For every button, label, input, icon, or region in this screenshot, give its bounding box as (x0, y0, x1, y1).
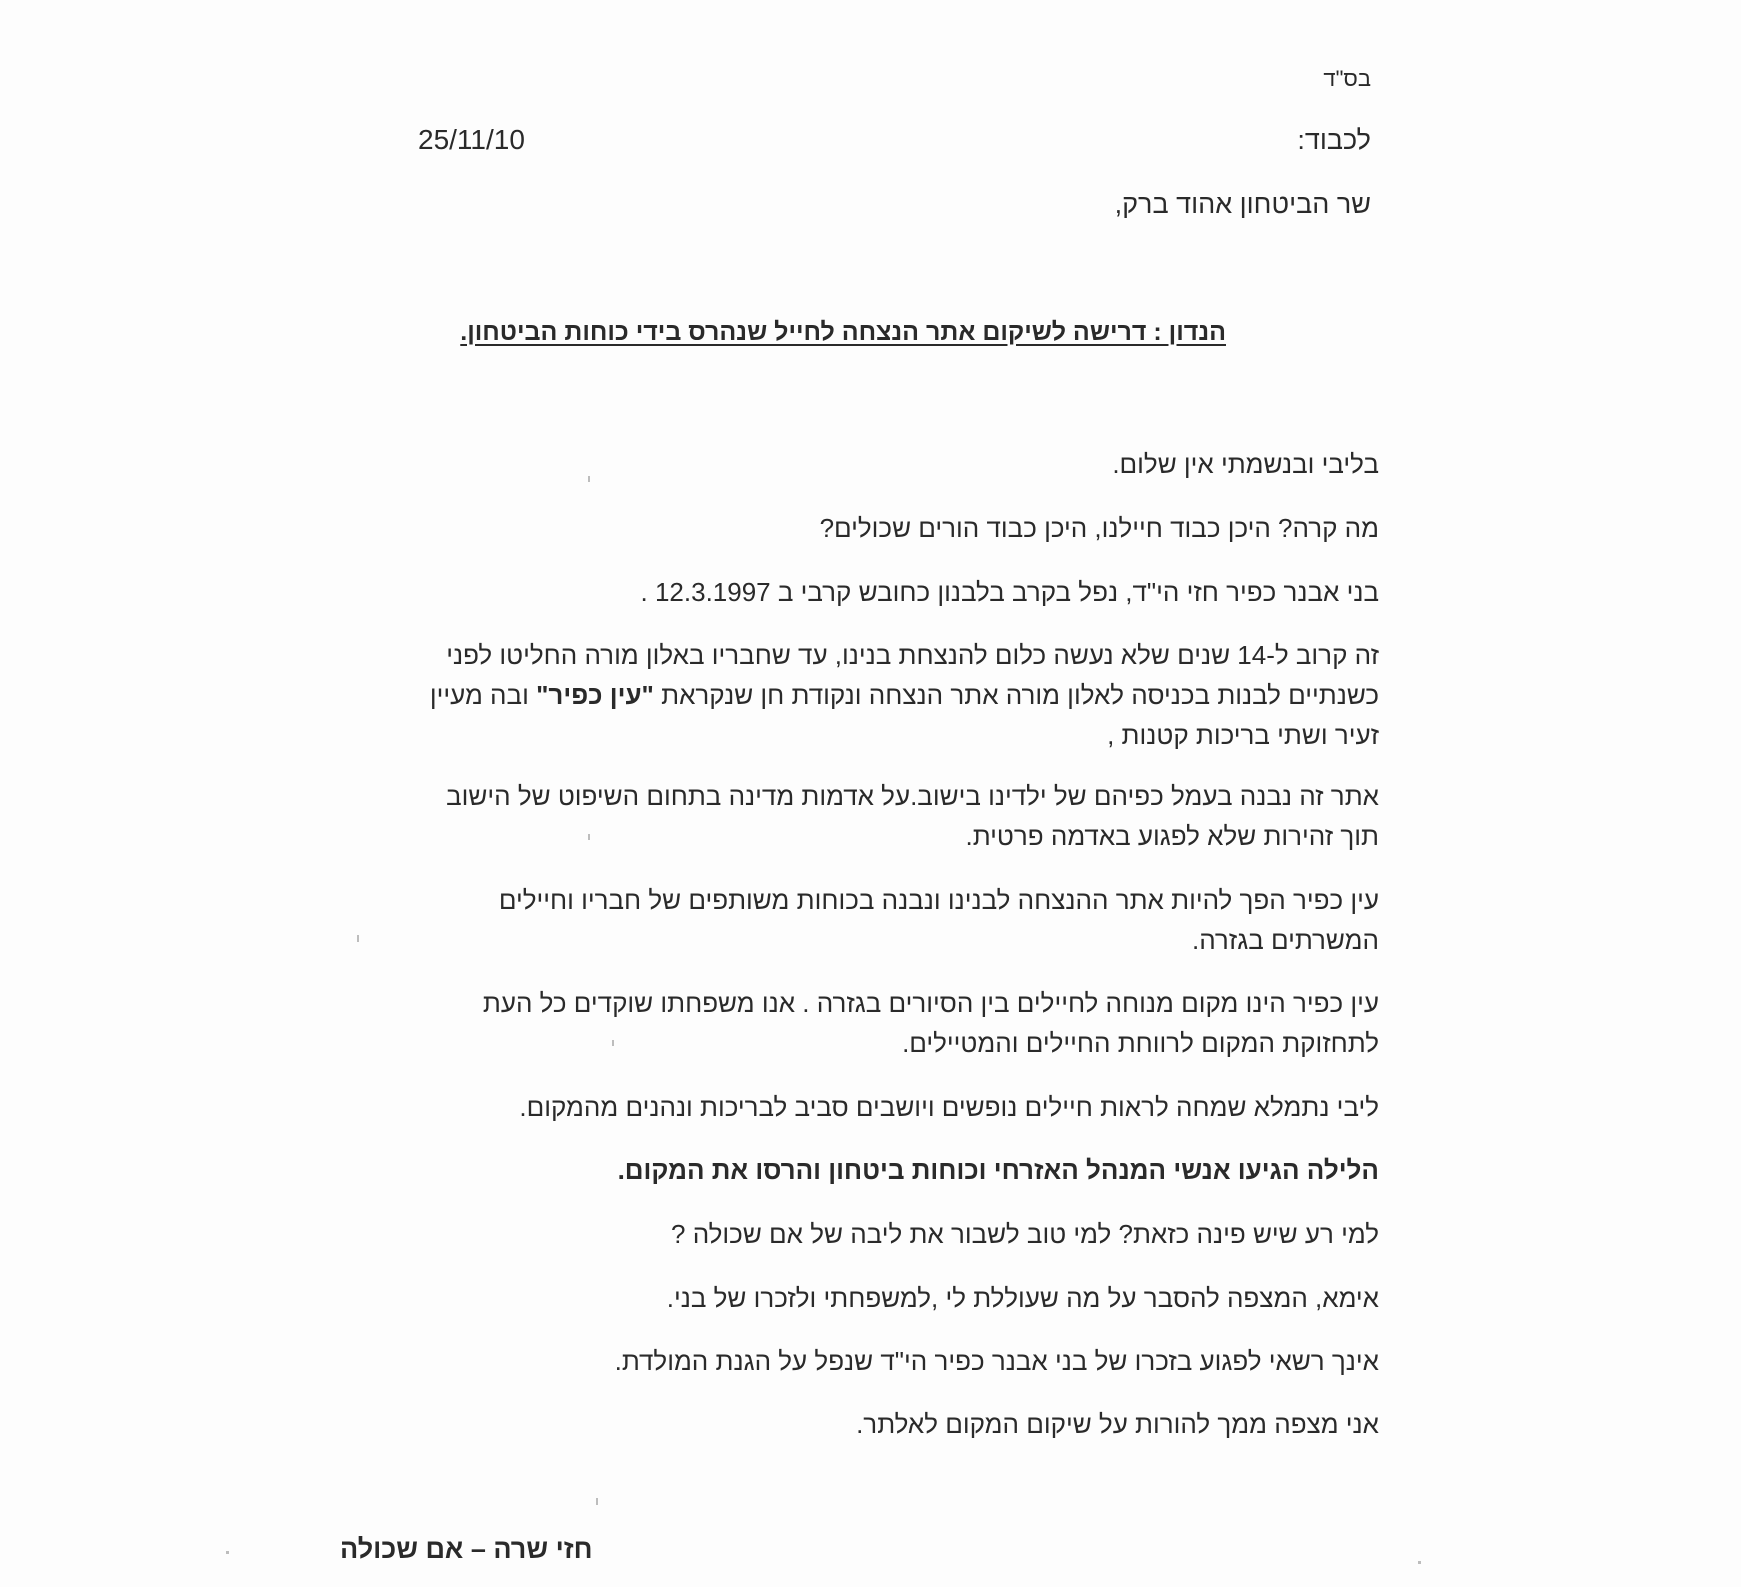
paragraph-13 (319, 1404, 1379, 1444)
paragraph-2-text: מה קרה? היכן כבוד חיילנו, היכן כבוד הורים שכולים? (819, 513, 1379, 543)
paragraph-9 (319, 1150, 1379, 1190)
signature-line: חזי שרה – אם שכולה (340, 1534, 593, 1564)
subject-line: הנדון : דרישה לשיקום אתר הנצחה לחייל שנהרס בידי כוחות הביטחון. (460, 318, 1226, 346)
paragraph-6 (319, 880, 1379, 960)
paragraph-12-text: אינך רשאי לפגוע בזכרו של בני אבנר כפיר הי"ד שנפל על הגנת המולדת. (614, 1346, 1379, 1376)
paragraph-5 (319, 776, 1379, 856)
header-mark: בס"ד (1323, 66, 1371, 91)
paragraph-4-line-2-end: ובה מעיין (429, 680, 537, 710)
paragraph-6-line-2: המשרתים בגזרה. (1191, 925, 1379, 955)
scan-speck (588, 834, 590, 840)
paragraph-10 (319, 1214, 1379, 1254)
paragraph-3 (319, 572, 1379, 612)
paragraph-7 (319, 983, 1379, 1063)
scan-speck (357, 935, 359, 942)
scan-speck (596, 1498, 598, 1505)
scan-speck (1418, 1561, 1421, 1564)
paragraph-1-text: בליבי ובנשמתי אין שלום. (1112, 449, 1379, 479)
paragraph-9-text: הלילה הגיעו אנשי המנהל האזרחי וכוחות ביטחון והרסו את המקום. (617, 1155, 1379, 1185)
letter-date: 25/11/10 (418, 124, 525, 155)
paragraph-11-text: אימא, המצפה להסבר על מה שעוללת לי ,למשפחתי ולזכרו של בני. (666, 1283, 1379, 1313)
paragraph-6-line-1: עין כפיר הפך להיות אתר ההנצחה לבנינו ונבנה בכוחות משותפים של חבריו וחיילים (498, 885, 1379, 915)
paragraph-4-line-3: זעיר ושתי בריכות קטנות , (1107, 720, 1379, 750)
recipient-line: שר הביטחון אהוד ברק, (1114, 189, 1371, 219)
paragraph-5-line-1: אתר זה נבנה בעמל כפיהם של ילדינו בישוב.על אדמות מדינה בתחום השיפוט של הישוב (446, 781, 1379, 811)
paragraph-3-text: בני אבנר כפיר חזי הי"ד, נפל בקרב בלבנון כחובש קרבי ב 12.3.1997 . (640, 577, 1379, 607)
paragraph-4-line-2-start: כשנתיים לבנות בכניסה לאלון מורה אתר הנצחה ונקודת חן שנקראת (653, 680, 1379, 710)
paragraph-4-line-1: זה קרוב ל-14 שנים שלא נעשה כלום להנצחת בנינו, עד שחבריו באלון מורה החליטו לפני (446, 640, 1379, 670)
paragraph-7-line-2: לתחזוקת המקום לרווחת החיילים והמטיילים. (902, 1028, 1379, 1058)
scan-speck (588, 476, 590, 482)
paragraph-13-text: אני מצפה ממך להורות על שיקום המקום לאלתר. (856, 1409, 1379, 1439)
paragraph-11 (319, 1278, 1379, 1318)
paragraph-12 (319, 1341, 1379, 1381)
paragraph-8 (319, 1087, 1379, 1127)
paragraph-2 (319, 508, 1379, 548)
paragraph-7-line-1: עין כפיר הינו מקום מנוחה לחיילים בין הסיורים בגזרה . אנו משפחתו שוקדים כל העת (482, 988, 1379, 1018)
paragraph-5-line-2: תוך זהירות שלא לפגוע באדמה פרטית. (965, 821, 1379, 851)
paragraph-1 (319, 444, 1379, 484)
scan-speck (612, 1040, 614, 1046)
paragraph-10-text: למי רע שיש פינה כזאת? למי טוב לשבור את ליבה של אם שכולה ? (671, 1219, 1379, 1249)
site-name-highlight: "עין כפיר" (536, 680, 654, 710)
to-label: לכבוד: (1297, 125, 1371, 155)
scan-speck (226, 1551, 229, 1554)
paragraph-8-text: ליבי נתמלא שמחה לראות חיילים נופשים ויושבים סביב לבריכות ונהנים מהמקום. (519, 1092, 1379, 1122)
paragraph-4-line-2 (289, 675, 1379, 715)
paragraph-4 (289, 635, 1379, 755)
